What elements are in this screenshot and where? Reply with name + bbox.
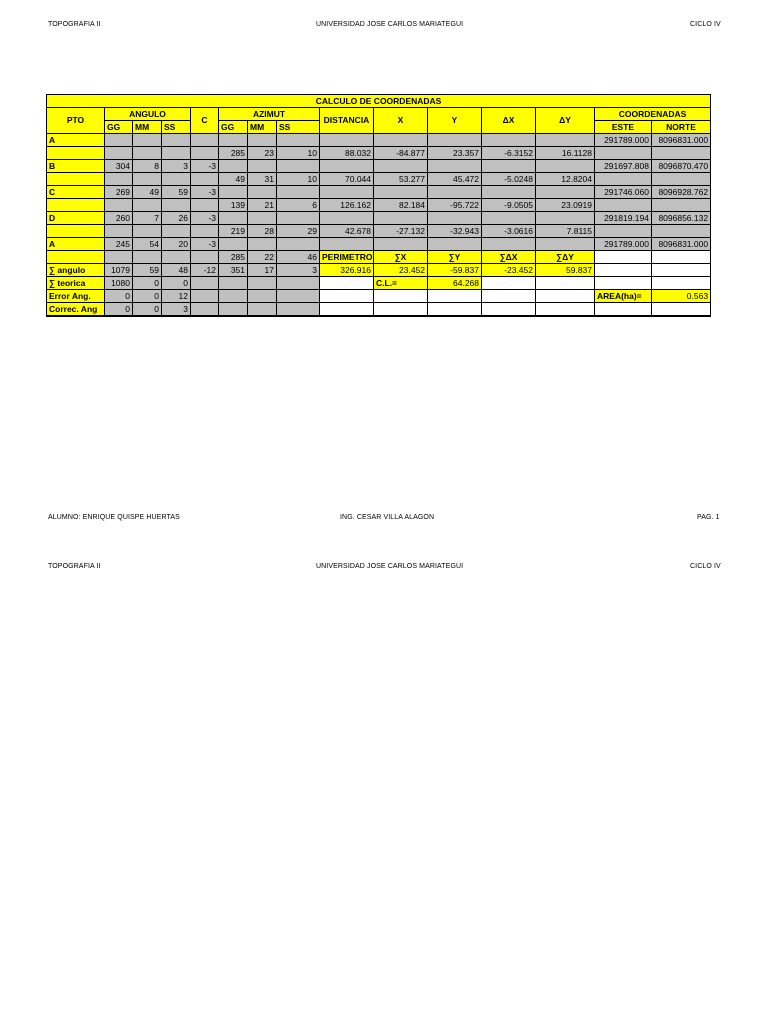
cell-az-ss: 6 xyxy=(277,199,320,212)
header-gg: GG xyxy=(105,121,133,134)
header-dy: ΔY xyxy=(536,108,595,134)
table-row xyxy=(47,147,711,160)
cell-norte: 8096928.762 xyxy=(652,186,711,199)
cell-este: 291746.060 xyxy=(595,186,652,199)
cell-ss: 12 xyxy=(162,290,191,303)
cell-dx: -6.3152 xyxy=(482,147,536,160)
label-sum-y: ∑Y xyxy=(428,251,482,264)
cell-az-gg: 139 xyxy=(219,199,248,212)
header-az-mm: MM xyxy=(248,121,277,134)
cell-az-gg: 49 xyxy=(219,173,248,186)
value-area: 0.563 xyxy=(652,290,711,303)
cell-az-gg: 219 xyxy=(219,225,248,238)
cell-az-ss: 10 xyxy=(277,147,320,160)
sum-angulo-row xyxy=(47,264,711,277)
cell-dy: 16.1128 xyxy=(536,147,595,160)
cell-ss: 0 xyxy=(162,277,191,290)
cell-c: -3 xyxy=(191,212,219,225)
cell-ss: 3 xyxy=(162,303,191,317)
cell-mm: 59 xyxy=(133,264,162,277)
value-cl: 64.268 xyxy=(428,277,482,290)
header-university: UNIVERSIDAD JOSE CARLOS MARIATEGUI xyxy=(316,21,464,28)
title-row xyxy=(47,95,711,108)
cell-az-gg: 285 xyxy=(219,147,248,160)
cell-ss: 20 xyxy=(162,238,191,251)
cell-mm: 54 xyxy=(133,238,162,251)
value-sum-x: 23.452 xyxy=(374,264,428,277)
header-c: C xyxy=(191,108,219,134)
header-azimut: AZIMUT xyxy=(219,108,320,121)
header-course: TOPOGRAFIA II xyxy=(48,21,101,28)
sum-teorica-row xyxy=(47,277,711,290)
cell-mm: 0 xyxy=(133,277,162,290)
cell-este: 291819.194 xyxy=(595,212,652,225)
cell-este: 291697.808 xyxy=(595,160,652,173)
cell-az-ss: 3 xyxy=(277,264,320,277)
cell-x: 53.277 xyxy=(374,173,428,186)
label-sum-dx: ∑ΔX xyxy=(482,251,536,264)
header-dx: ΔX xyxy=(482,108,536,134)
cell-x: -84.877 xyxy=(374,147,428,160)
cell-gg: 269 xyxy=(105,186,133,199)
footer-page-number: PAG. 1 xyxy=(697,514,720,521)
cell-distancia: 70.044 xyxy=(320,173,374,186)
header-x: X xyxy=(374,108,428,134)
table-row xyxy=(47,225,711,238)
cell-az-ss: 10 xyxy=(277,173,320,186)
footer-student: ALUMNO: ENRIQUE QUISPE HUERTAS xyxy=(48,514,180,521)
cell-az-ss: 29 xyxy=(277,225,320,238)
value-sum-y: -59.837 xyxy=(428,264,482,277)
cell-az-mm: 31 xyxy=(248,173,277,186)
header-course: TOPOGRAFIA II xyxy=(48,563,101,570)
cell-pto: C xyxy=(47,186,105,199)
cell-norte: 8096831.000 xyxy=(652,238,711,251)
cell-este: 291789.000 xyxy=(595,134,652,147)
cell-gg: 1080 xyxy=(105,277,133,290)
label-sum-angulo: ∑ angulo xyxy=(47,264,105,277)
cell-este: 291789.000 xyxy=(595,238,652,251)
cell-c: -12 xyxy=(191,264,219,277)
label-perimetro: PERIMETRO xyxy=(320,251,374,264)
cell-mm: 8 xyxy=(133,160,162,173)
header-distancia: DISTANCIA xyxy=(320,108,374,134)
header-pto: PTO xyxy=(47,108,105,134)
header-mm: MM xyxy=(133,121,162,134)
table-title: CALCULO DE COORDENADAS xyxy=(47,95,711,108)
cell-dx: -3.0616 xyxy=(482,225,536,238)
cell-gg: 1079 xyxy=(105,264,133,277)
header-az-ss: SS xyxy=(277,121,320,134)
cell-c: -3 xyxy=(191,186,219,199)
cell-az-mm: 28 xyxy=(248,225,277,238)
cell-y: 23.357 xyxy=(428,147,482,160)
table-row xyxy=(47,199,711,212)
cell-dx: -9.0505 xyxy=(482,199,536,212)
cell-gg: 245 xyxy=(105,238,133,251)
label-correc-ang: Correc. Ang xyxy=(47,303,105,317)
cell-distancia: 88.032 xyxy=(320,147,374,160)
cell-az-mm: 21 xyxy=(248,199,277,212)
cell-norte: 8096856.132 xyxy=(652,212,711,225)
table-row xyxy=(47,212,711,225)
cell-distancia: 126.162 xyxy=(320,199,374,212)
header-coordenadas: COORDENADAS xyxy=(595,108,711,121)
table-row xyxy=(47,186,711,199)
cell-gg: 0 xyxy=(105,303,133,317)
cell-mm: 0 xyxy=(133,290,162,303)
cell-pto: B xyxy=(47,160,105,173)
label-area: AREA(ha)= xyxy=(595,290,652,303)
value-sum-dy: 59.837 xyxy=(536,264,595,277)
cell-az-ss: 46 xyxy=(277,251,320,264)
value-sum-dx: -23.452 xyxy=(482,264,536,277)
cell-c: -3 xyxy=(191,238,219,251)
cell-pto: D xyxy=(47,212,105,225)
cell-norte: 8096831.000 xyxy=(652,134,711,147)
cell-y: 45.472 xyxy=(428,173,482,186)
cell-dy: 12.8204 xyxy=(536,173,595,186)
cell-x: -27.132 xyxy=(374,225,428,238)
header-norte: NORTE xyxy=(652,121,711,134)
cell-az-mm: 22 xyxy=(248,251,277,264)
header-university: UNIVERSIDAD JOSE CARLOS MARIATEGUI xyxy=(316,563,464,570)
header-cycle: CICLO IV xyxy=(690,21,721,28)
cell-y: -95.722 xyxy=(428,199,482,212)
cell-gg: 0 xyxy=(105,290,133,303)
header-y: Y xyxy=(428,108,482,134)
cell-pto: A xyxy=(47,134,105,147)
cell-ss: 59 xyxy=(162,186,191,199)
header-az-gg: GG xyxy=(219,121,248,134)
cell-ss: 3 xyxy=(162,160,191,173)
cell-x: 82.184 xyxy=(374,199,428,212)
error-ang-row xyxy=(47,290,711,303)
cell-az-mm: 17 xyxy=(248,264,277,277)
cell-az-mm: 23 xyxy=(248,147,277,160)
cell-dy: 7.8115 xyxy=(536,225,595,238)
correc-ang-row xyxy=(47,303,711,317)
cell-mm: 0 xyxy=(133,303,162,317)
cell-ss: 48 xyxy=(162,264,191,277)
header-row-1 xyxy=(47,108,711,121)
cell-dy: 23.0919 xyxy=(536,199,595,212)
cell-gg: 260 xyxy=(105,212,133,225)
label-sum-teorica: ∑ teorica xyxy=(47,277,105,290)
label-sum-x: ∑X xyxy=(374,251,428,264)
value-perimetro: 326.916 xyxy=(320,264,374,277)
label-cl: C.L.= xyxy=(374,277,428,290)
table-row xyxy=(47,238,711,251)
cell-ss: 26 xyxy=(162,212,191,225)
cell-gg: 304 xyxy=(105,160,133,173)
cell-az-gg: 351 xyxy=(219,264,248,277)
cell-distancia: 42.678 xyxy=(320,225,374,238)
cell-pto: A xyxy=(47,238,105,251)
cell-az-gg: 285 xyxy=(219,251,248,264)
table-row xyxy=(47,134,711,147)
coordinates-table xyxy=(46,94,711,317)
table-row xyxy=(47,160,711,173)
table-row xyxy=(47,173,711,186)
header-ss: SS xyxy=(162,121,191,134)
cell-dx: -5.0248 xyxy=(482,173,536,186)
cell-c: -3 xyxy=(191,160,219,173)
label-error-ang: Error Ang. xyxy=(47,290,105,303)
cell-norte: 8096870.470 xyxy=(652,160,711,173)
cell-y: -32.943 xyxy=(428,225,482,238)
cell-mm: 7 xyxy=(133,212,162,225)
header-este: ESTE xyxy=(595,121,652,134)
header-angulo: ANGULO xyxy=(105,108,191,121)
header-cycle: CICLO IV xyxy=(690,563,721,570)
label-sum-dy: ∑ΔY xyxy=(536,251,595,264)
sum-labels-row xyxy=(47,251,711,264)
footer-instructor: ING. CESAR VILLA ALAGON xyxy=(340,514,435,521)
cell-mm: 49 xyxy=(133,186,162,199)
